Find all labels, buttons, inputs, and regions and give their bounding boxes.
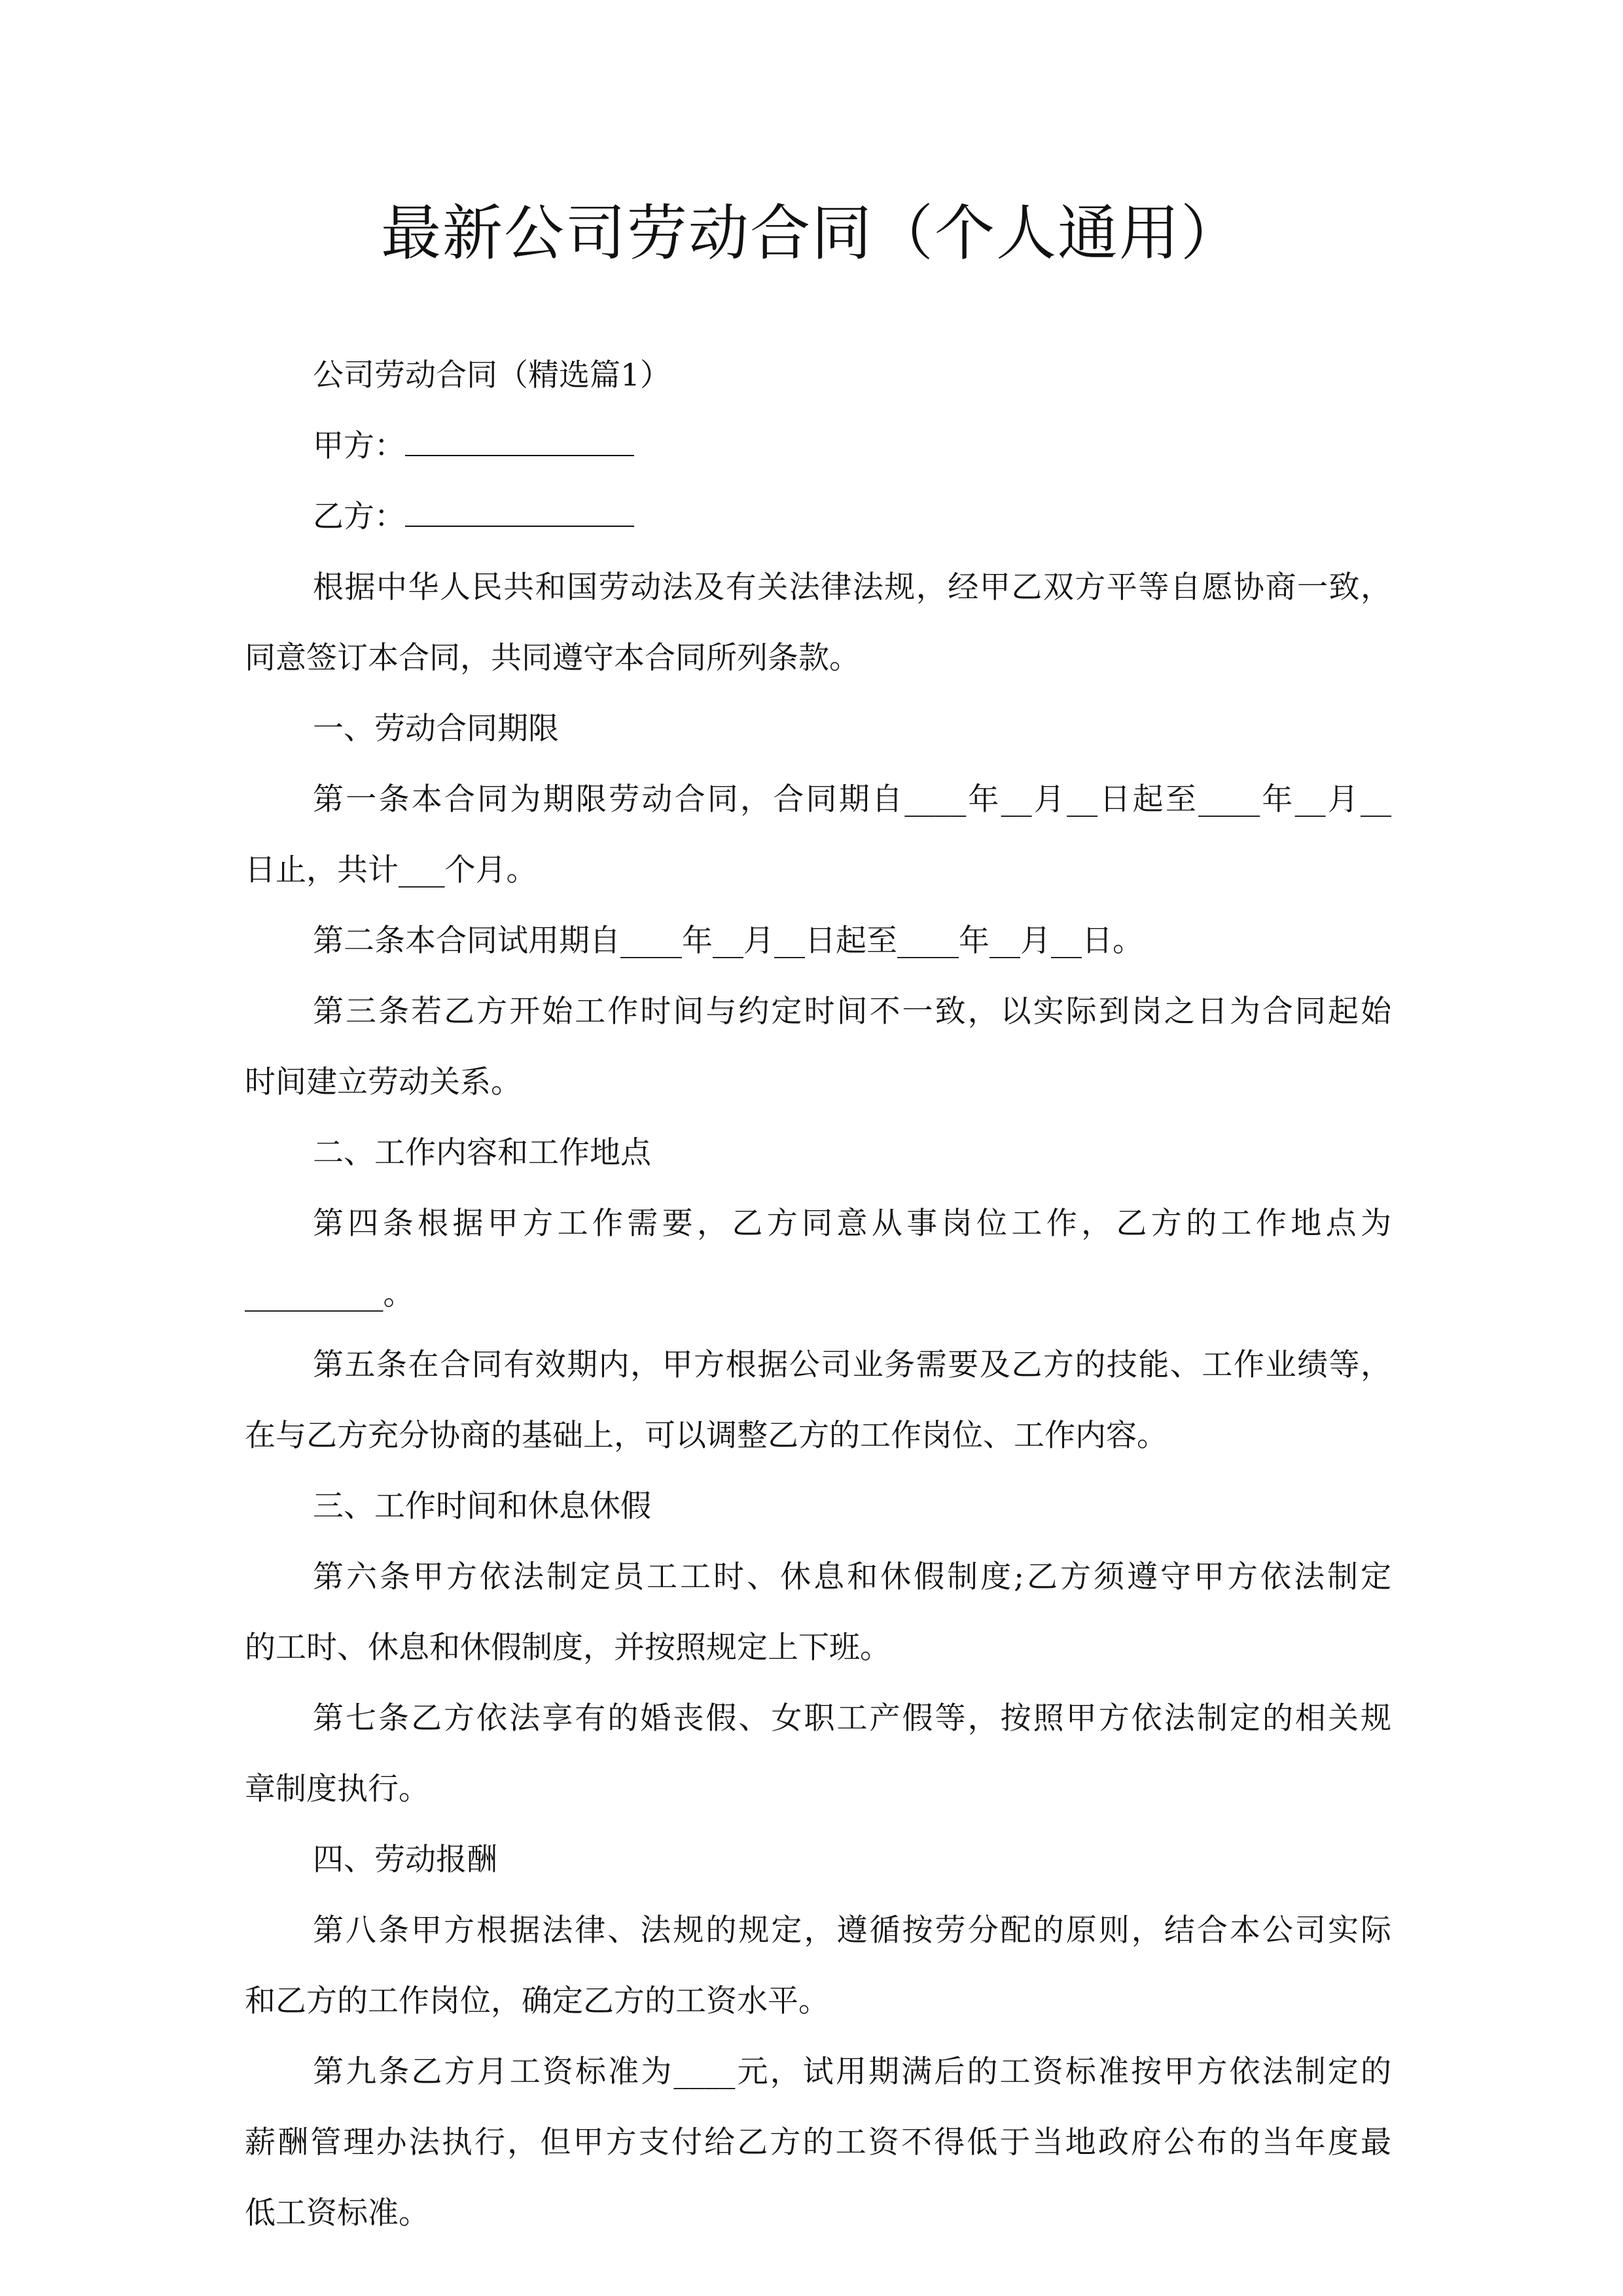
- body-line: 低工资标准。: [245, 2195, 429, 2231]
- party-b-line: [245, 482, 1391, 552]
- body-line: 第三条若乙方开始工作时间与约定时间不一致，以实际到岗之日为合同起始: [313, 994, 1391, 1030]
- body-line: 第七条乙方依法享有的婚丧假、女职工产假等，按照甲方依法制定的相关规: [313, 1700, 1391, 1736]
- body-line: 同意签订本合同，共同遵守本合同所列条款。: [245, 640, 860, 676]
- document-title: 最新公司劳动合同（个人通用）: [380, 198, 1242, 268]
- body-line: 第一条本合同为期限劳动合同，合同期自____年__月__日起至____年__月__: [313, 781, 1391, 817]
- section-heading: 一、劳动合同期限: [313, 711, 559, 747]
- body-line: 第四条根据甲方工作需要，乙方同意从事岗位工作，乙方的工作地点为: [313, 1206, 1391, 1242]
- body-line: 在与乙方充分协商的基础上，可以调整乙方的工作岗位、工作内容。: [245, 1418, 1168, 1454]
- document-body: [245, 340, 1391, 2249]
- body-line: 根据中华人民共和国劳动法及有关法律法规，经甲乙双方平等自愿协商一致，: [313, 569, 1391, 605]
- body-line: 第九条乙方月工资标准为____元，试用期满后的工资标准按甲方依法制定的: [313, 2054, 1391, 2090]
- party-b-label: 乙方：: [313, 499, 405, 535]
- body-line: 薪酬管理办法执行，但甲方支付给乙方的工资不得低于当地政府公布的当年度最: [245, 2125, 1391, 2161]
- party-a-label: 甲方：: [313, 428, 405, 464]
- body-line: 第二条本合同试用期自____年__月__日起至____年__月__日。: [313, 923, 1143, 959]
- section-heading: 公司劳动合同（精选篇1）: [313, 357, 671, 393]
- body-line: 章制度执行。: [245, 1771, 429, 1807]
- body-line: 第六条甲方依法制定员工工时、休息和休假制度;乙方须遵守甲方依法制定: [313, 1559, 1391, 1595]
- body-line: 时间建立劳动关系。: [245, 1064, 522, 1100]
- body-line: 第八条甲方根据法律、法规的规定，遵循按劳分配的原则，结合本公司实际: [313, 1912, 1391, 1948]
- body-line: _________。: [245, 1276, 414, 1312]
- body-line: 和乙方的工作岗位，确定乙方的工资水平。: [245, 1983, 829, 2019]
- section-heading: 三、工作时间和休息休假: [313, 1488, 651, 1524]
- section-heading: 四、劳动报酬: [313, 1842, 497, 1878]
- party-a-line: [245, 411, 1391, 482]
- section-heading: 二、工作内容和工作地点: [313, 1135, 651, 1171]
- body-line: 日止，共计___个月。: [245, 852, 537, 888]
- party-a-blank: [405, 430, 634, 456]
- body-line: 的工时、休息和休假制度，并按照规定上下班。: [245, 1630, 891, 1666]
- body-line: 第五条在合同有效期内，甲方根据公司业务需要及乙方的技能、工作业绩等，: [313, 1347, 1391, 1383]
- party-b-blank: [405, 501, 634, 527]
